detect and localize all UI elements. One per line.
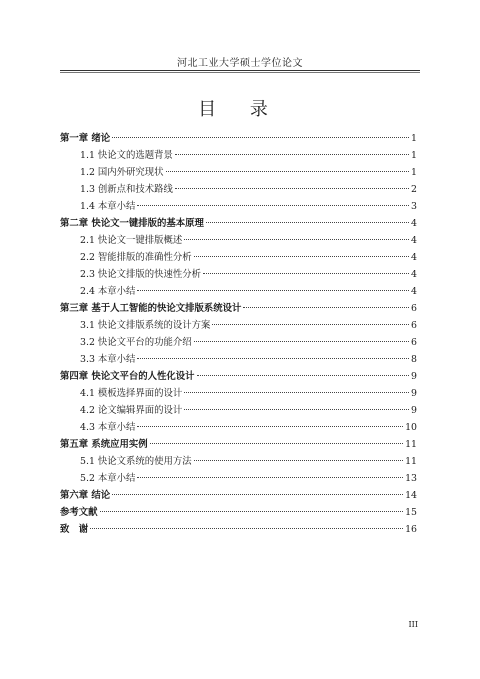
toc-entry-label: 2.2 智能排版的准确性分析 (80, 252, 192, 263)
dot-leader (137, 477, 403, 478)
toc-entry-label: 4.3 本章小结 (80, 422, 136, 433)
dot-leader (112, 137, 409, 138)
toc-entry-label: 4.2 论文编辑界面的设计 (80, 405, 183, 416)
toc-entry-label: 第一章 绪论 (60, 133, 111, 144)
page-number: III (408, 620, 418, 629)
toc-entry-page: 8 (411, 354, 417, 365)
toc-entry-page: 15 (405, 507, 417, 518)
toc-entry-label: 5.1 快论文系统的使用方法 (80, 456, 192, 467)
dot-leader (194, 256, 409, 257)
dot-leader (184, 409, 409, 410)
toc-entry-label: 第六章 结论 (60, 490, 111, 501)
toc-entry-page: 4 (411, 235, 417, 246)
dot-leader (206, 222, 409, 223)
toc-entry-label: 第四章 快论文平台的人性化设计 (60, 371, 195, 382)
toc-section-entry[interactable] (60, 453, 417, 470)
toc-section-entry[interactable] (60, 198, 417, 215)
toc-chapter-entry[interactable] (60, 504, 417, 521)
running-header: 河北工业大学硕士学位论文 (177, 58, 303, 69)
dot-leader (100, 511, 404, 512)
header-rule (60, 70, 420, 71)
table-of-contents (60, 130, 417, 538)
toc-chapter-entry[interactable] (60, 130, 417, 147)
toc-entry-label: 5.2 本章小结 (80, 473, 136, 484)
dot-leader (137, 205, 409, 206)
toc-entry-label: 1.1 快论文的选题背景 (80, 150, 173, 161)
toc-chapter-entry[interactable] (60, 215, 417, 232)
toc-entry-page: 3 (411, 201, 417, 212)
toc-section-entry[interactable] (60, 283, 417, 300)
toc-section-entry[interactable] (60, 249, 417, 266)
toc-section-entry[interactable] (60, 232, 417, 249)
toc-entry-label: 2.3 快论文排版的快速性分析 (80, 269, 202, 280)
dot-leader (197, 375, 410, 376)
toc-entry-page: 6 (411, 337, 417, 348)
toc-entry-page: 1 (411, 150, 417, 161)
toc-entry-label: 1.3 创新点和技术路线 (80, 184, 173, 195)
toc-entry-label: 参考文献 (60, 507, 98, 518)
toc-entry-label: 第二章 快论文一键排版的基本原理 (60, 218, 204, 229)
toc-section-entry[interactable] (60, 266, 417, 283)
toc-entry-label: 3.1 快论文排版系统的设计方案 (80, 320, 211, 331)
dot-leader (194, 341, 409, 342)
dot-leader (243, 307, 409, 308)
dot-leader (184, 239, 409, 240)
toc-entry-label: 2.1 快论文一键排版概述 (80, 235, 183, 246)
toc-entry-label: 3.3 本章小结 (80, 354, 136, 365)
toc-section-entry[interactable] (60, 147, 417, 164)
toc-entry-label: 1.2 国内外研究现状 (80, 167, 164, 178)
toc-entry-label: 1.4 本章小结 (80, 201, 136, 212)
dot-leader (203, 273, 409, 274)
toc-chapter-entry[interactable] (60, 487, 417, 504)
toc-entry-page: 4 (411, 252, 417, 263)
toc-section-entry[interactable] (60, 470, 417, 487)
toc-chapter-entry[interactable] (60, 436, 417, 453)
toc-entry-label: 第三章 基于人工智能的快论文排版系统设计 (60, 303, 242, 314)
toc-section-entry[interactable] (60, 385, 417, 402)
toc-entry-label: 第五章 系统应用实例 (60, 439, 148, 450)
toc-entry-page: 16 (405, 524, 417, 535)
toc-entry-page: 9 (411, 371, 417, 382)
dot-leader (194, 460, 403, 461)
toc-entry-label: 3.2 快论文平台的功能介绍 (80, 337, 192, 348)
toc-entry-page: 11 (405, 456, 417, 467)
dot-leader (166, 171, 410, 172)
toc-entry-page: 9 (411, 405, 417, 416)
toc-entry-label: 4.1 模板选择界面的设计 (80, 388, 183, 399)
toc-entry-page: 4 (411, 286, 417, 297)
toc-entry-label: 2.4 本章小结 (80, 286, 136, 297)
toc-section-entry[interactable] (60, 334, 417, 351)
toc-entry-page: 4 (411, 269, 417, 280)
toc-chapter-entry[interactable] (60, 521, 417, 538)
toc-entry-page: 2 (411, 184, 417, 195)
dot-leader (90, 528, 403, 529)
dot-leader (175, 154, 409, 155)
dot-leader (175, 188, 409, 189)
toc-section-entry[interactable] (60, 181, 417, 198)
toc-entry-page: 10 (405, 422, 417, 433)
toc-entry-page: 1 (411, 167, 417, 178)
toc-entry-page: 11 (405, 439, 417, 450)
dot-leader (150, 443, 403, 444)
dot-leader (212, 324, 409, 325)
dot-leader (112, 494, 403, 495)
dot-leader (184, 392, 409, 393)
toc-section-entry[interactable] (60, 419, 417, 436)
toc-section-entry[interactable] (60, 402, 417, 419)
toc-entry-page: 9 (411, 388, 417, 399)
toc-entry-page: 14 (405, 490, 417, 501)
toc-entry-page: 4 (411, 218, 417, 229)
toc-section-entry[interactable] (60, 317, 417, 334)
toc-entry-page: 13 (405, 473, 417, 484)
toc-entry-page: 1 (411, 133, 417, 144)
header-rule-thin (60, 72, 420, 73)
toc-chapter-entry[interactable] (60, 368, 417, 385)
toc-chapter-entry[interactable] (60, 300, 417, 317)
toc-title: 目 录 (198, 99, 282, 120)
toc-entry-page: 6 (411, 320, 417, 331)
dot-leader (137, 426, 403, 427)
dot-leader (137, 290, 409, 291)
toc-entry-page: 6 (411, 303, 417, 314)
toc-entry-label: 致 谢 (60, 524, 89, 535)
dot-leader (137, 358, 409, 359)
toc-section-entry[interactable] (60, 164, 417, 181)
toc-section-entry[interactable] (60, 351, 417, 368)
